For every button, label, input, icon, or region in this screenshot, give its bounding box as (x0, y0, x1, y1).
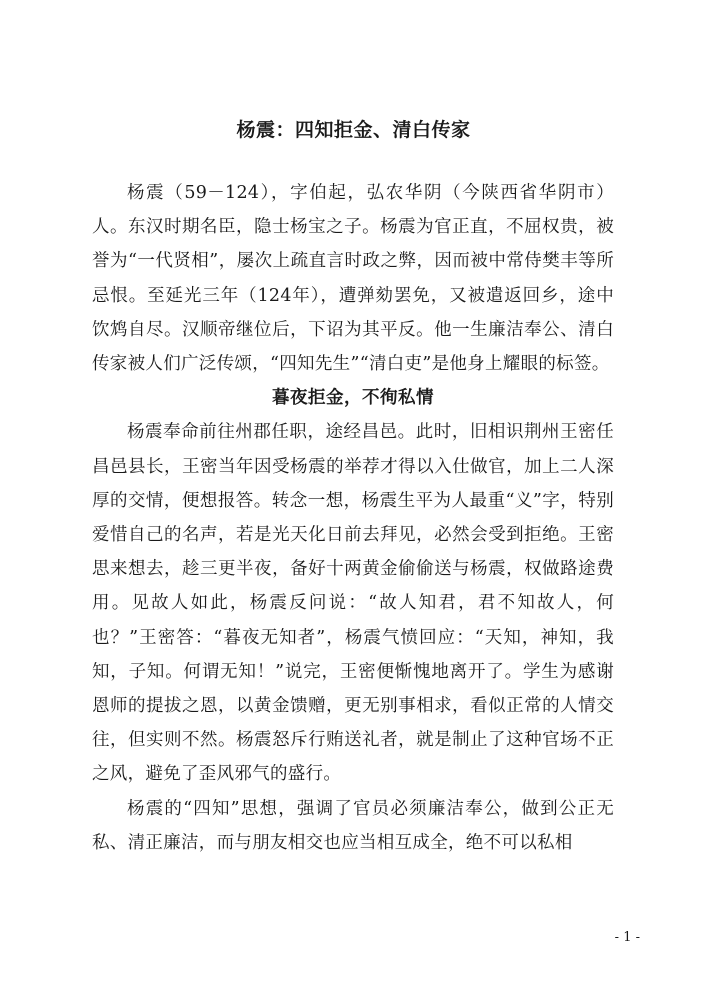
section-paragraph: 杨震的“四知”思想，强调了官员必须廉洁奉公，做到公正无私、清正廉洁，而与朋友相交也应当相互成全，绝不可以私相 (92, 798, 614, 853)
page-number: - 1 - (614, 930, 640, 945)
intro-paragraph: 杨震（59－124），字伯起，弘农华阴（今陕西省华阴市）人。东汉时期名臣，隐士杨宝之子。杨震为官正直，不屈权贵，被誉为“一代贤相”，屡次上疏直言时政之弊，因而被中常侍樊丰等所忌恨。至延光三年（124年），遭弹劾罢免，又被遣返回乡，途中饮鸩自尽。汉顺帝继位后，下诏为其平反。他一生廉洁奉公、清白传家被人们广泛传颂，“四知先生”“清白吏”是他身上耀眼的标签。 (92, 183, 614, 375)
document-body (92, 176, 614, 860)
section-paragraph: 杨震奉命前往州郡任职，途经昌邑。此时，旧相识荆州王密任昌邑县长，王密当年因受杨震的举荐才得以入仕做官，加上二人深厚的交情，便想报答。转念一想，杨震生平为人最重“义”字，特别爱惜自己的名声，若是光天化日前去拜见，必然会受到拒绝。王密思来想去，趁三更半夜，备好十两黄金偷偷送与杨震，权做路途费用。见故人如此，杨震反问说：“故人知君，君不知故人，何也？”王密答：“暮夜无知者”，杨震气愤回应：“天知，神知，我知，子知。何谓无知！”说完，王密便惭愧地离开了。学生为感谢恩师的提拔之恩，以黄金馈赠，更无别事相求，看似正常的人情交往，但实则不然。杨震怒斥行贿送礼者，就是制止了这种官场不正之风，避免了歪风邪气的盛行。 (92, 422, 614, 785)
document-title: 杨震：四知拒金、清白传家 (236, 119, 471, 141)
section-heading: 暮夜拒金，不徇私情 (272, 388, 434, 409)
